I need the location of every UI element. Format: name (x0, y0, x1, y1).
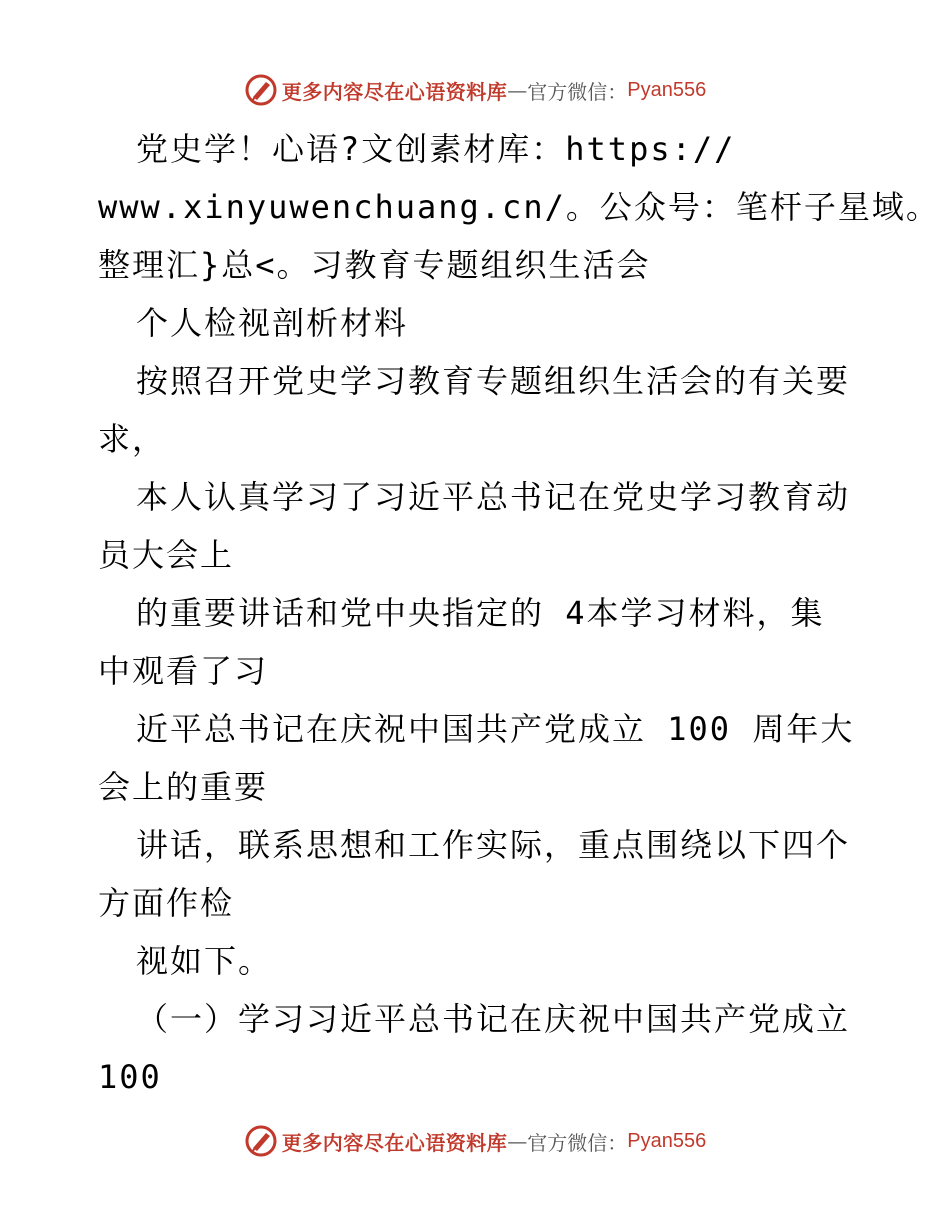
footer-banner-inner (244, 1124, 706, 1158)
footer-banner (0, 1121, 950, 1161)
body-line-9: 的重要讲话和党中央指定的 4本学习材料，集 (136, 594, 825, 632)
header-wechat-id: Pyan556 (627, 78, 707, 101)
header-banner (0, 70, 950, 110)
body-line-3: 整理汇}总<。习教育专题组织生活会 (98, 246, 651, 284)
body-line-5: 按照召开党史学习教育专题组织生活会的有关要 (136, 362, 851, 400)
header-banner-inner (244, 73, 706, 107)
body-line-4: 个人检视剖析材料 (136, 304, 409, 342)
body-line-10: 中观看了习 (98, 652, 269, 690)
footer-wechat-label: 官方微信： (527, 1130, 628, 1155)
body-line-6: 求， (98, 420, 167, 458)
footer-wechat-id: Pyan556 (627, 1129, 707, 1152)
footer-banner-separator: — (507, 1129, 528, 1153)
body-line-13: 讲话，联系思想和工作实际，重点围绕以下四个 (136, 826, 851, 864)
footer-banner-text: 更多内容尽在心语资料库 (281, 1130, 508, 1155)
document-body (98, 120, 940, 1106)
body-line-16: （一）学习习近平总书记在庆祝中国共产党成立 (136, 1000, 851, 1038)
body-line-15: 视如下。 (136, 942, 273, 980)
header-wechat-label: 官方微信： (527, 79, 628, 104)
body-line-12: 会上的重要 (98, 768, 269, 806)
body-line-7: 本人认真学习了习近平总书记在党史学习教育动 (136, 478, 851, 516)
body-line-2: www.xinyuwenchuang.cn/。公众号：笔杆子星域。 (98, 188, 940, 226)
body-line-17: 100 (98, 1058, 162, 1096)
body-line-1: 党史学！心语?文创素材库：https:// (136, 130, 736, 168)
body-line-11: 近平总书记在庆祝中国共产党成立 100 周年大 (136, 710, 855, 748)
header-banner-text: 更多内容尽在心语资料库 (281, 79, 508, 104)
body-line-8: 员大会上 (98, 536, 235, 574)
header-banner-separator: — (507, 78, 528, 102)
body-line-14: 方面作检 (98, 884, 235, 922)
quill-pen-logo-icon (244, 73, 278, 107)
quill-pen-logo-icon (244, 1124, 278, 1158)
